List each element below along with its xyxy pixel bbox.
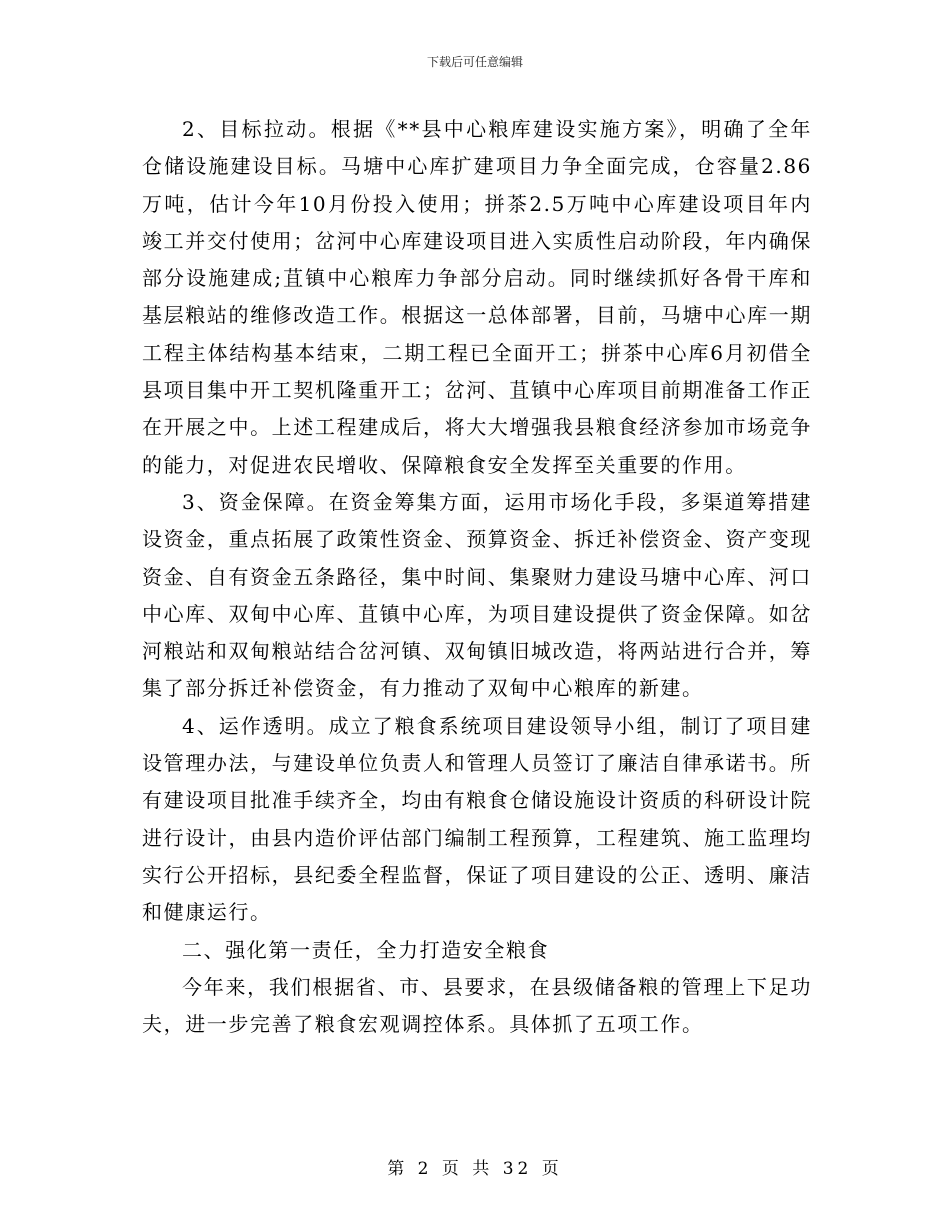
paragraph-funding: 3、资金保障。在资金筹集方面，运用市场化手段，多渠道筹措建设资金，重点拓展了政策性资金、预算资金、拆迁补偿资金、资产变现资金、自有资金五条路径，集中时间、集聚财力建设马塘中心库、河口中心库、双甸中心库、苴镇中心库，为项目建设提供了资金保障。如岔河粮站和双甸粮站结合岔河镇、双甸镇旧城改造，将两站进行合并，筹集了部分拆迁补偿资金，有力推动了双甸中心粮库的新建。 [142, 489, 812, 701]
page-header: 下载后可任意编辑 [426, 55, 523, 69]
paragraph-transparency: 4、运作透明。成立了粮食系统项目建设领导小组，制订了项目建设管理办法，与建设单位负责人和管理人员签订了廉洁自律承诺书。所有建设项目批准手续齐全，均由有粮食仓储设施设计资质的科研设计院进行设计，由县内造价评估部门编制工程预算，工程建筑、施工监理均实行公开招标，县纪委全程监督，保证了项目建设的公正、透明、廉洁和健康运行。 [142, 713, 812, 925]
document-body [142, 111, 812, 1043]
paragraph-goal-pull: 2、目标拉动。根据《**县中心粮库建设实施方案》，明确了全年仓储设施建设目标。马塘中心库扩建项目力争全面完成，仓容量2.86万吨，估计今年10月份投入使用；拼茶2.5万吨中心库建设项目年内竣工并交付使用；岔河中心库建设项目进入实质性启动阶段，年内确保部分设施建成;苴镇中心粮库力争部分启动。同时继续抓好各骨干库和基层粮站的维修改造工作。根据这一总体部署，目前，马塘中心库一期工程主体结构基本结束，二期工程已全面开工；拼茶中心库6月初借全县项目集中开工契机隆重开工；岔河、苴镇中心库项目前期准备工作正在开展之中。上述工程建成后，将大大增强我县粮食经济参加市场竞争的能力，对促进农民增收、保障粮食安全发挥至关重要的作用。 [142, 117, 812, 477]
paragraph-intro: 今年来，我们根据省、市、县要求，在县级储备粮的管理上下足功夫，进一步完善了粮食宏观调控体系。具体抓了五项工作。 [142, 974, 812, 1037]
page-footer: 第 2 页 共 32 页 [387, 1159, 563, 1179]
section-heading: 二、强化第一责任，全力打造安全粮食 [182, 937, 550, 962]
